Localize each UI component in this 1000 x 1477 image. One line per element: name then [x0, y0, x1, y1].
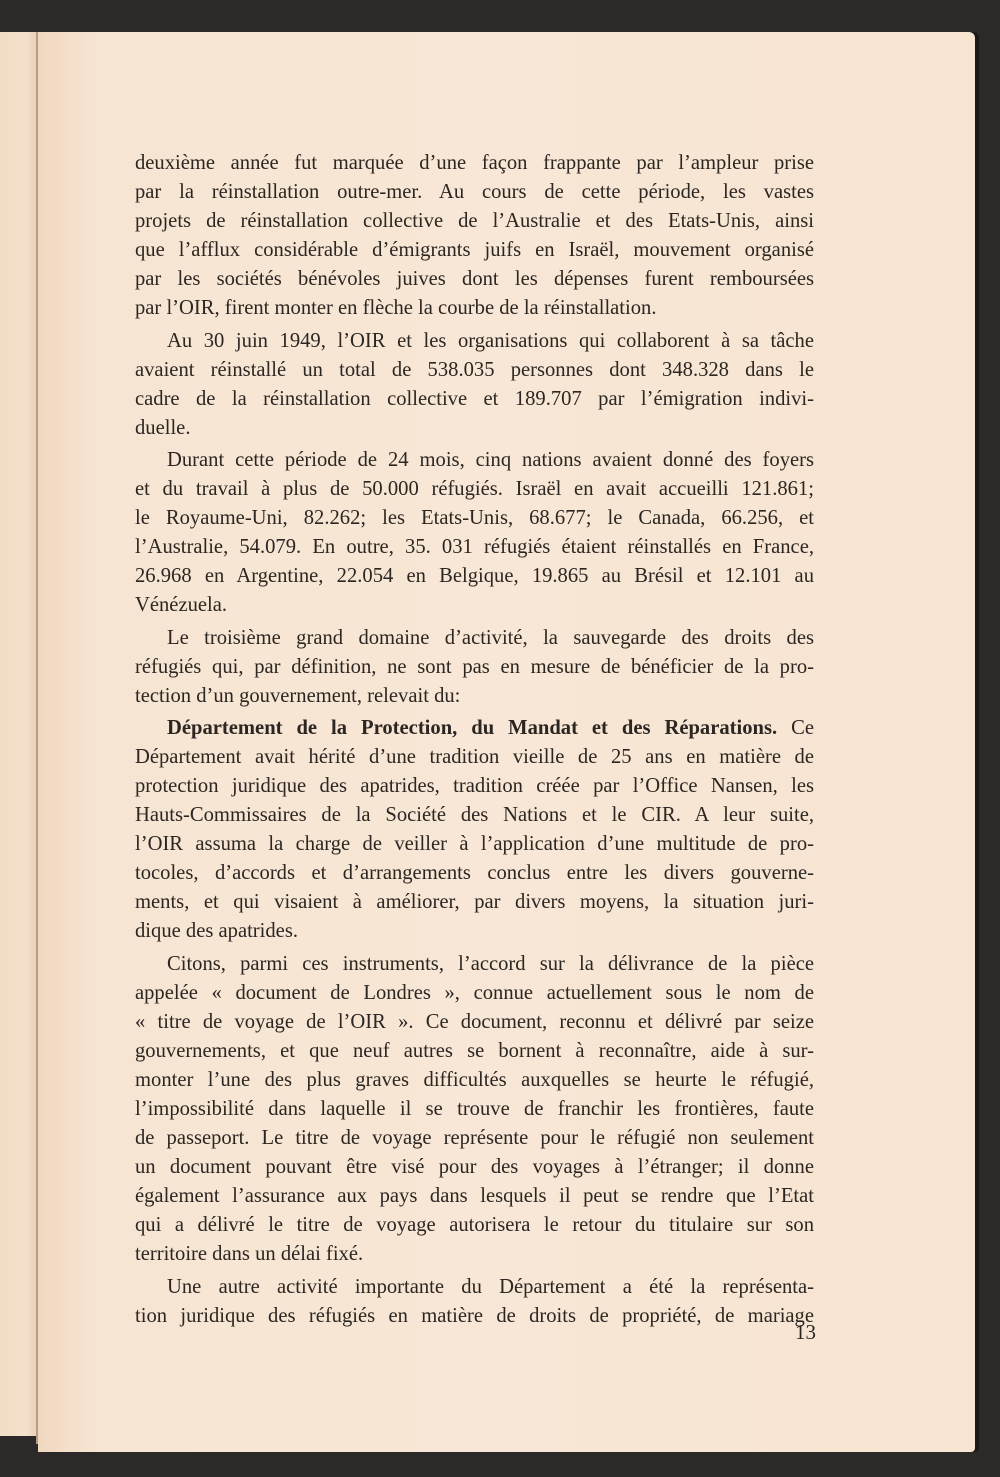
text-line: Une autre activité importante du Département a été la représenta-	[167, 1275, 814, 1298]
paragraph-resettlement-growth	[135, 149, 814, 324]
text-line: qui a délivré le titre de voyage autorisera le retour du titulaire sur son	[135, 1214, 814, 1237]
facing-page-edge	[0, 32, 37, 1436]
text-line: tion juridique des réfugiés en matière de droits de propriété, de mariage	[135, 1304, 814, 1327]
text-line: réfugiés qui, par définition, ne sont pas en mesure de bénéficier de la pro-	[135, 655, 814, 678]
text-line: par les sociétés bénévoles juives dont les dépenses furent remboursées	[135, 268, 814, 291]
text-line: dique des apatrides.	[135, 920, 298, 943]
text-line: cadre de la réinstallation collective et 189.707 par l’émigration indivi-	[135, 387, 814, 410]
text-line: Citons, parmi ces instruments, l’accord sur la délivrance de la pièce	[167, 952, 814, 975]
text-line: Vénézuela.	[135, 594, 228, 617]
text-line: Au 30 juin 1949, l’OIR et les organisations qui collaborent à sa tâche	[167, 329, 814, 352]
text-line: ments, et qui visaient à améliorer, par divers moyens, la situation juri-	[135, 891, 814, 914]
text-line: duelle.	[135, 416, 191, 439]
section-heading: Département de la Protection, du Mandat et des Réparations.	[167, 716, 778, 739]
text-line: par la réinstallation outre-mer. Au cours de cette période, les vastes	[135, 181, 814, 204]
paragraph-host-nations	[135, 446, 814, 621]
text-line: Le troisième grand domaine d’activité, la sauvegarde des droits des	[167, 626, 814, 649]
text-line: 26.968 en Argentine, 22.054 en Belgique, 19.865 au Brésil et 12.101 au	[135, 565, 814, 588]
text-line: avaient réinstallé un total de 538.035 personnes dont 348.328 dans le	[135, 358, 814, 381]
page-number: 13	[795, 1320, 816, 1344]
paragraph-protection-department	[135, 714, 814, 947]
text-line: Durant cette période de 24 mois, cinq nations avaient donné des foyers	[167, 448, 814, 471]
book-page	[38, 32, 975, 1452]
text-line: de passeport. Le titre de voyage représente pour le réfugié non seulement	[135, 1127, 814, 1150]
paragraph-travel-document	[135, 950, 814, 1270]
text-line: le Royaume-Uni, 82.262; les Etats-Unis, 68.677; le Canada, 66.256, et	[135, 507, 814, 530]
text-line: l’OIR assuma la charge de veiller à l’application d’une multitude de pro-	[135, 833, 814, 856]
text-line: monter l’une des plus graves difficultés auxquelles se heurte le réfugié,	[135, 1068, 814, 1091]
text-line	[135, 714, 814, 743]
text-line: l’impossibilité dans laquelle il se trouve de franchir les frontières, faute	[135, 1098, 814, 1120]
body-text	[135, 149, 814, 1331]
paragraph-resettlement-totals	[135, 327, 814, 443]
text-line: tection d’un gouvernement, relevait du:	[135, 684, 461, 707]
text-line: l’Australie, 54.079. En outre, 35. 031 réfugiés étaient réinstallés en France,	[135, 536, 814, 559]
heading-tail: Ce	[777, 716, 814, 739]
text-line: territoire dans un délai fixé.	[135, 1243, 364, 1266]
paragraph-legal-representation	[135, 1273, 814, 1331]
text-line: que l’afflux considérable d’émigrants juifs en Israël, mouvement organisé	[135, 239, 814, 262]
paragraph-third-domain	[135, 624, 814, 711]
text-line: par l’OIR, firent monter en flèche la courbe de la réinstallation.	[135, 297, 657, 320]
text-line: et du travail à plus de 50.000 réfugiés. Israël en avait accueilli 121.861;	[135, 478, 814, 501]
text-line: un document pouvant être visé pour des voyages à l’étranger; il donne	[135, 1156, 814, 1179]
text-line: tocoles, d’accords et d’arrangements conclus entre les divers gouverne-	[135, 862, 814, 885]
text-line: Hauts-Commissaires de la Société des Nations et le CIR. A leur suite,	[135, 804, 814, 827]
text-line: projets de réinstallation collective de l’Australie et des Etats-Unis, ainsi	[135, 210, 814, 233]
text-line: « titre de voyage de l’OIR ». Ce document, reconnu et délivré par seize	[135, 1010, 814, 1033]
text-line: également l’assurance aux pays dans lesquels il peut se rendre que l’Etat	[135, 1185, 814, 1208]
text-line: protection juridique des apatrides, tradition créée par l’Office Nansen, les	[135, 774, 814, 797]
text-line: appelée « document de Londres », connue actuellement sous le nom de	[135, 981, 814, 1004]
text-line: Département avait hérité d’une tradition vieille de 25 ans en matière de	[135, 745, 814, 768]
text-line: gouvernements, et que neuf autres se bornent à reconnaître, aide à sur-	[135, 1039, 814, 1062]
text-line: deuxième année fut marquée d’une façon frappante par l’ampleur prise	[135, 152, 814, 174]
